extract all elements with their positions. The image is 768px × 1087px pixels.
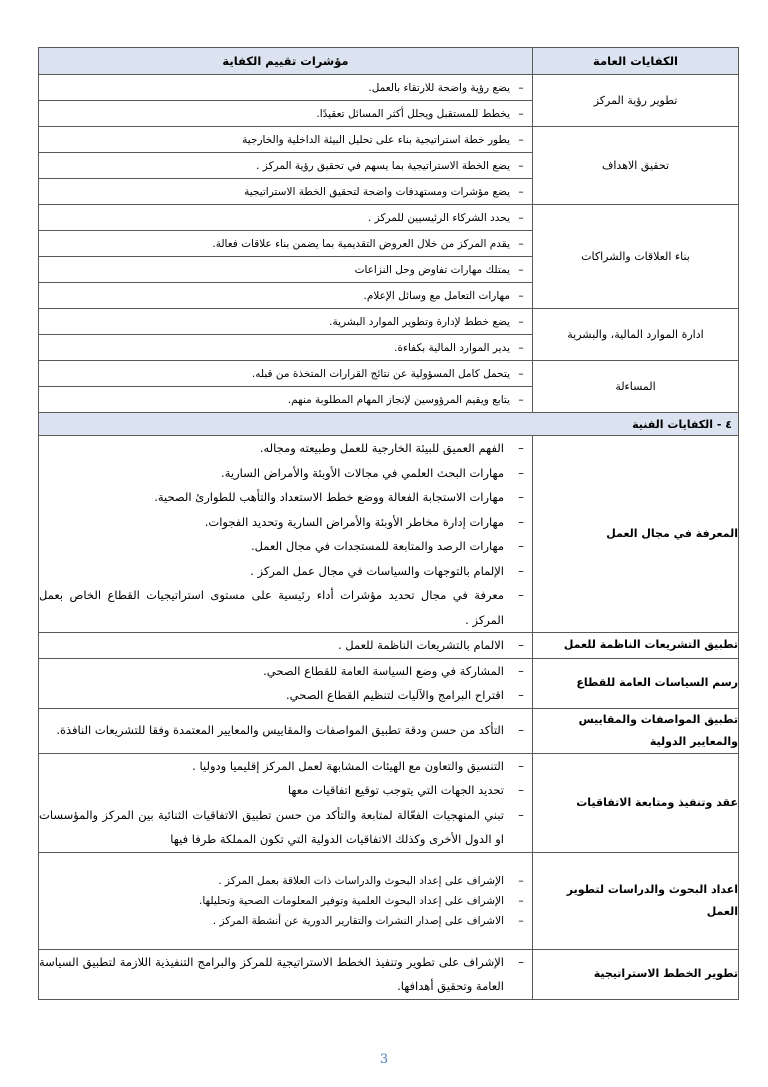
dash-bullet-icon: – bbox=[518, 237, 524, 250]
list-item bbox=[39, 436, 532, 461]
indicator-text: الالمام بالتشريعات الناظمة للعمل . bbox=[337, 638, 504, 652]
dash-bullet-icon: – bbox=[518, 367, 524, 380]
indicator-list bbox=[39, 871, 532, 931]
table-header-row bbox=[39, 48, 739, 75]
dash-bullet-icon: – bbox=[518, 874, 524, 887]
indicator-cell bbox=[39, 361, 533, 387]
technical-competency-name: تطبيق المواصفات والمقاييس والمعايير الدولية bbox=[533, 708, 739, 753]
list-item bbox=[39, 583, 532, 632]
indicator-cell bbox=[39, 205, 533, 231]
technical-section-row bbox=[39, 413, 739, 436]
page-number: 3 bbox=[379, 1052, 389, 1067]
indicator-text: مهارات البحث العلمي في مجالات الأوبئة والأمراض السارية. bbox=[221, 465, 504, 480]
table-row bbox=[39, 852, 739, 949]
dash-bullet-icon: – bbox=[518, 341, 524, 354]
list-item bbox=[39, 461, 532, 486]
indicator-text: تحديد الجهات التي يتوجب توقيع اتفاقيات معها bbox=[287, 783, 504, 797]
technical-competency-name: اعداد البحوث والدراسات لتطوير العمل bbox=[533, 852, 739, 949]
table-row bbox=[39, 436, 739, 633]
dash-bullet-icon: – bbox=[518, 783, 524, 797]
dash-bullet-icon: – bbox=[518, 758, 524, 773]
indicator-list bbox=[39, 659, 532, 708]
dash-bullet-icon: – bbox=[518, 539, 524, 553]
indicator-list bbox=[39, 436, 532, 632]
list-item bbox=[39, 659, 532, 684]
indicator-text: التأكد من حسن ودقة تطبيق المواصفات والمقاييس والمعايير المعتمدة وفقا للتشريعات النافذة. bbox=[56, 723, 504, 738]
indicator-text: مهارات الاستجابة الفعالة ووضع خطط الاستعداد والتأهب للطوارئ الصحية. bbox=[154, 490, 504, 504]
list-item bbox=[39, 778, 532, 803]
table-row bbox=[39, 633, 739, 659]
list-item bbox=[39, 485, 532, 510]
table-row bbox=[39, 753, 739, 852]
list-item bbox=[39, 559, 532, 584]
indicator-text: الإشراف على تطوير وتنفيذ الخطط الاستراتيجية للمركز والبرامج التنفيذية اللازمة لتطبيق السياسة العامة وتحقيق أهدافها. bbox=[39, 954, 504, 993]
technical-competency-name: تطوير الخطط الاستراتيجية bbox=[533, 949, 739, 999]
dash-bullet-icon: – bbox=[518, 638, 524, 652]
competency-name: بناء العلاقات والشراكات bbox=[533, 205, 739, 309]
dash-bullet-icon: – bbox=[518, 723, 524, 738]
indicator-text: مهارات التعامل مع وسائل الإعلام. bbox=[363, 289, 510, 302]
technical-indicators bbox=[39, 436, 533, 633]
dash-bullet-icon: – bbox=[518, 490, 524, 504]
dash-bullet-icon: – bbox=[518, 954, 524, 969]
dash-bullet-icon: – bbox=[518, 514, 524, 529]
competency-name: ادارة الموارد المالية، والبشرية bbox=[533, 309, 739, 361]
header-assessment-indicators: مؤشرات تقييم الكفاية bbox=[39, 48, 533, 75]
indicator-text: يطور خطة استراتيجية بناء على تحليل البيئة الداخلية والخارجية bbox=[242, 133, 510, 146]
competencies-table bbox=[38, 47, 739, 1000]
dash-bullet-icon: – bbox=[518, 133, 524, 146]
dash-bullet-icon: – bbox=[518, 807, 524, 822]
indicator-text: مهارات إدارة مخاطر الأوبئة والأمراض السارية وتحديد الفجوات. bbox=[204, 514, 504, 529]
technical-indicators bbox=[39, 753, 533, 852]
list-item bbox=[39, 718, 532, 743]
indicator-text: مهارات الرصد والمتابعة للمستجدات في مجال العمل. bbox=[250, 539, 504, 553]
table-row bbox=[39, 658, 739, 708]
dash-bullet-icon: – bbox=[518, 441, 524, 455]
indicator-text: يدير الموارد المالية بكفاءة. bbox=[394, 341, 510, 354]
dash-bullet-icon: – bbox=[518, 588, 524, 602]
dash-bullet-icon: – bbox=[518, 465, 524, 480]
indicator-text: معرفة في مجال تحديد مؤشرات أداء رئيسية على مستوى استراتيجيات القطاع الخاص بعمل المركز . bbox=[39, 588, 504, 627]
indicator-text: التنسيق والتعاون مع الهيئات المشابهة لعمل المركز إقليميا ودوليا . bbox=[192, 758, 504, 773]
technical-competencies-body bbox=[39, 436, 739, 1000]
indicator-cell bbox=[39, 387, 533, 413]
technical-indicators bbox=[39, 658, 533, 708]
indicator-text: يحدد الشركاء الرئيسيين للمركز . bbox=[367, 211, 510, 224]
indicator-cell bbox=[39, 127, 533, 153]
dash-bullet-icon: – bbox=[518, 663, 524, 678]
list-item bbox=[39, 911, 532, 931]
indicator-cell bbox=[39, 101, 533, 127]
dash-bullet-icon: – bbox=[518, 81, 524, 94]
technical-indicators bbox=[39, 949, 533, 999]
technical-competency-name: المعرفة في مجال العمل bbox=[533, 436, 739, 633]
indicator-text: الاشراف على إصدار النشرات والتقارير الدورية عن أنشطة المركز . bbox=[212, 914, 504, 927]
list-item bbox=[39, 633, 532, 658]
indicator-text: يخطط للمستقبل ويحلل أكثر المسائل تعقيدًا. bbox=[316, 107, 510, 120]
list-item bbox=[39, 510, 532, 535]
indicator-text: يقدم المركز من خلال العروض التقديمية بما يضمن بناء علاقات فعالة. bbox=[212, 237, 510, 250]
indicator-text: الإشراف على إعداد البحوث العلمية وتوفير المعلومات الصحية وتحليلها. bbox=[198, 894, 504, 907]
technical-competency-name: رسم السياسات العامة للقطاع bbox=[533, 658, 739, 708]
indicator-list bbox=[39, 754, 532, 852]
list-item bbox=[39, 871, 532, 891]
competency-name: تحقيق الاهداف bbox=[533, 127, 739, 205]
indicator-text: يتابع ويقيم المرؤوسين لإنجاز المهام المطلوبة منهم. bbox=[287, 393, 510, 406]
indicator-list bbox=[39, 633, 532, 658]
list-item bbox=[39, 534, 532, 559]
indicator-text: يضع رؤية واضحة للارتقاء بالعمل. bbox=[368, 81, 510, 94]
list-item bbox=[39, 803, 532, 852]
technical-competency-name: تطبيق التشريعات الناظمة للعمل bbox=[533, 633, 739, 659]
indicator-text: المشاركة في وضع السياسة العامة للقطاع الصحي. bbox=[263, 663, 504, 678]
indicator-text: يتحمل كامل المسؤولية عن نتائج القرارات المتخذة من قبله. bbox=[251, 367, 510, 380]
dash-bullet-icon: – bbox=[518, 263, 524, 276]
dash-bullet-icon: – bbox=[518, 159, 524, 172]
indicator-text: الإشراف على إعداد البحوث والدراسات ذات العلاقة بعمل المركز . bbox=[218, 874, 504, 887]
technical-competency-name: عقد وتنفيذ ومتابعة الاتفاقيات bbox=[533, 753, 739, 852]
list-item bbox=[39, 754, 532, 779]
indicator-cell bbox=[39, 75, 533, 101]
competency-name: تطوير رؤية المركز bbox=[533, 75, 739, 127]
dash-bullet-icon: – bbox=[518, 315, 524, 328]
dash-bullet-icon: – bbox=[518, 185, 524, 198]
table-row bbox=[39, 949, 739, 999]
dash-bullet-icon: – bbox=[518, 393, 524, 406]
indicator-cell bbox=[39, 257, 533, 283]
list-item bbox=[39, 891, 532, 911]
dash-bullet-icon: – bbox=[518, 107, 524, 120]
indicator-cell bbox=[39, 231, 533, 257]
indicator-cell bbox=[39, 283, 533, 309]
indicator-list bbox=[39, 718, 532, 743]
list-item bbox=[39, 950, 532, 999]
competency-name: المساءلة bbox=[533, 361, 739, 413]
indicator-text: تبني المنهجيات الفعّالة لمتابعة والتأكد من حسن تطبيق الاتفاقيات الثنائية بين المركز والمؤسسات او الدول الأخرى وكذلك الاتفاقيات الدولية التي تكون المملكة طرفا فيها bbox=[39, 807, 504, 846]
indicator-text: الإلمام بالتوجهات والسياسات في مجال عمل المركز . bbox=[250, 563, 504, 578]
indicator-text: اقتراح البرامج والآليات لتنظيم القطاع الصحي. bbox=[286, 688, 504, 702]
indicator-cell bbox=[39, 309, 533, 335]
table-row bbox=[39, 708, 739, 753]
table-row bbox=[39, 127, 739, 153]
dash-bullet-icon: – bbox=[518, 211, 524, 224]
indicator-text: يضع مؤشرات ومستهدفات واضحة لتحقيق الخطة الاستراتيجية bbox=[244, 185, 510, 198]
technical-indicators bbox=[39, 633, 533, 659]
indicator-text: يمتلك مهارات تفاوض وحل النزاعات bbox=[354, 263, 510, 276]
indicator-list bbox=[39, 950, 532, 999]
table-row bbox=[39, 361, 739, 387]
dash-bullet-icon: – bbox=[518, 894, 524, 907]
table-row bbox=[39, 205, 739, 231]
dash-bullet-icon: – bbox=[518, 688, 524, 702]
indicator-cell bbox=[39, 179, 533, 205]
indicator-text: الفهم العميق للبيئة الخارجية للعمل وطبيعته ومجاله. bbox=[259, 441, 504, 455]
general-competencies-body bbox=[39, 75, 739, 413]
indicator-cell bbox=[39, 153, 533, 179]
dash-bullet-icon: – bbox=[518, 289, 524, 302]
dash-bullet-icon: – bbox=[518, 914, 524, 927]
technical-indicators bbox=[39, 708, 533, 753]
table-row bbox=[39, 75, 739, 101]
indicator-text: يضع الخطة الاستراتيجية بما يسهم في تحقيق رؤية المركز . bbox=[256, 159, 510, 172]
header-general-competencies: الكفايات العامة bbox=[533, 48, 739, 75]
indicator-cell bbox=[39, 335, 533, 361]
table-row bbox=[39, 309, 739, 335]
technical-section-title: ٤ - الكفايات الفنية bbox=[39, 413, 739, 436]
technical-indicators bbox=[39, 852, 533, 949]
list-item bbox=[39, 683, 532, 708]
indicator-text: يضع خطط لإدارة وتطوير الموارد البشرية. bbox=[329, 315, 510, 328]
dash-bullet-icon: – bbox=[518, 563, 524, 578]
